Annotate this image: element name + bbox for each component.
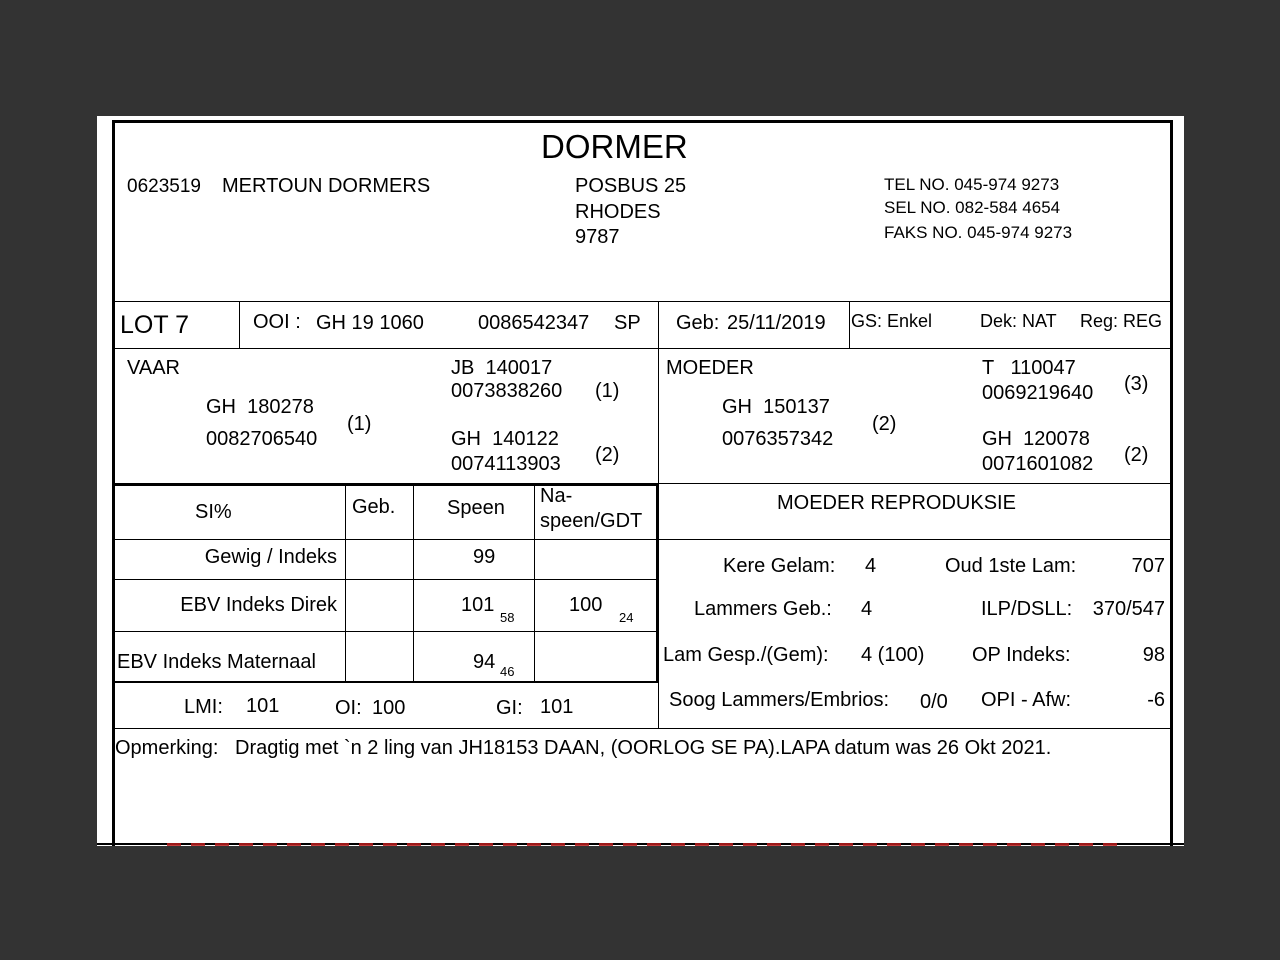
vaar-sire-number: 0073838260	[451, 380, 563, 402]
repro-right-label: Oud 1ste Lam:	[945, 555, 1077, 577]
lot-label: LOT 7	[120, 311, 190, 339]
ooi-number: 0086542347	[478, 312, 590, 334]
repro-title: MOEDER REPRODUKSIE	[777, 492, 1016, 514]
repro-right-value: -6	[1147, 689, 1165, 711]
divider-indices	[115, 728, 1170, 729]
ooi-label: OOI :	[253, 311, 301, 333]
repro-left-value: 4	[865, 555, 877, 577]
repro-left-label: Lam Gesp./(Gem):	[663, 644, 829, 666]
vaar-dam-id: GH 140122	[451, 428, 559, 450]
border-top	[112, 120, 1171, 123]
moeder-sire-mark: (3)	[1124, 373, 1149, 395]
ooi-id: GH 19 1060	[316, 312, 424, 334]
contact-sel: SEL NO. 082-584 4654	[884, 198, 1061, 217]
repro-right-value: 707	[1131, 555, 1165, 577]
ooi-code: SP	[614, 312, 641, 334]
remark-text: Dragtig met `n 2 ling van JH18153 DAAN, (OORLOG SE PA).LAPA datum was 26 Okt 2021.	[235, 737, 1052, 759]
si-row-naspeen-sub: 24	[619, 610, 634, 625]
si-header-naspeen-1: Na-	[540, 485, 573, 507]
moeder-label: MOEDER	[666, 357, 754, 379]
divider-header	[115, 301, 1170, 302]
vaar-label: VAAR	[127, 357, 180, 379]
gs-value: GS: Enkel	[851, 311, 933, 331]
si-table-right	[656, 484, 659, 682]
gi-label: GI:	[496, 697, 523, 719]
repro-right-value: 370/547	[1092, 598, 1165, 620]
divider-lot-v2	[658, 301, 659, 348]
page-title: DORMER	[541, 128, 688, 165]
si-row-label: EBV Indeks Direk	[180, 594, 337, 616]
repro-left-value: 4 (100)	[861, 644, 925, 666]
si-row-speen: 94	[473, 651, 496, 673]
lmi-label: LMI:	[184, 696, 223, 718]
si-table-row1	[115, 539, 658, 540]
gi-value: 101	[540, 696, 574, 718]
si-table-row2	[115, 579, 658, 580]
contact-tel: TEL NO. 045-974 9273	[884, 175, 1060, 194]
si-row-label: EBV Indeks Maternaal	[117, 651, 316, 673]
vaar-mark: (1)	[347, 413, 372, 435]
moeder-id: GH 150137	[722, 396, 830, 418]
divider-lot-v1	[239, 301, 240, 348]
geb-value: 25/11/2019	[727, 312, 826, 334]
vaar-dam-mark: (2)	[595, 444, 620, 466]
lmi-value: 101	[246, 695, 280, 717]
vaar-sire-mark: (1)	[595, 380, 620, 402]
si-row-speen-sub: 58	[500, 610, 515, 625]
oi-value: 100	[372, 697, 406, 719]
repro-right-value: 98	[1142, 644, 1165, 666]
divider-lot-v3	[849, 301, 850, 348]
si-header-geb: Geb.	[352, 496, 396, 518]
repro-left-value: 4	[861, 598, 873, 620]
si-table-col3	[534, 484, 535, 682]
si-table-row3	[115, 631, 658, 632]
si-header-speen: Speen	[447, 497, 505, 519]
si-row-naspeen: 100	[569, 594, 603, 616]
repro-left-label: Soog Lammers/Embrios:	[669, 689, 890, 711]
si-table-top	[115, 484, 658, 486]
si-table-col2	[413, 484, 414, 682]
vaar-number: 0082706540	[206, 428, 318, 450]
si-table-bottom	[115, 681, 658, 683]
si-row-speen: 99	[473, 546, 496, 568]
moeder-number: 0076357342	[722, 428, 834, 450]
moeder-dam-id: GH 120078	[982, 428, 1090, 450]
divider-repro-title	[659, 539, 1170, 540]
repro-left-value: 0/0	[920, 691, 948, 713]
repro-left-label: Kere Gelam:	[723, 555, 836, 577]
reg-value: Reg: REG	[1080, 311, 1163, 331]
vaar-id: GH 180278	[206, 396, 314, 418]
repro-right-label: ILP/DSLL:	[981, 598, 1073, 620]
oi-label: OI:	[335, 697, 362, 719]
moeder-sire-number: 0069219640	[982, 382, 1094, 404]
breeder-name: MERTOUN DORMERS	[222, 175, 431, 197]
moeder-sire-id: T 110047	[982, 357, 1076, 379]
geb-label: Geb:	[676, 312, 720, 334]
lot-card	[97, 116, 1184, 846]
si-header-si: SI%	[195, 501, 232, 523]
repro-right-label: OPI - Afw:	[981, 689, 1072, 711]
si-table-col1	[345, 484, 346, 682]
remark-label: Opmerking:	[115, 737, 219, 759]
moeder-dam-mark: (2)	[1124, 444, 1149, 466]
moeder-dam-number: 0071601082	[982, 453, 1094, 475]
dek-value: Dek: NAT	[980, 311, 1057, 331]
repro-left-label: Lammers Geb.:	[694, 598, 832, 620]
breeder-code: 0623519	[127, 176, 201, 197]
vaar-sire-id: JB 140017	[451, 357, 553, 379]
si-row-speen: 101	[461, 594, 495, 616]
repro-right-label: OP Indeks:	[972, 644, 1071, 666]
address-line-3: 9787	[575, 226, 620, 248]
footer-red-line	[167, 843, 1127, 846]
si-row-speen-sub: 46	[500, 664, 515, 679]
contact-faks: FAKS NO. 045-974 9273	[884, 223, 1073, 242]
divider-lot	[115, 348, 1170, 349]
moeder-mark: (2)	[872, 413, 897, 435]
border-right	[1170, 120, 1173, 846]
si-row-label: Gewig / Indeks	[204, 546, 337, 568]
address-line-2: RHODES	[575, 201, 661, 223]
si-header-naspeen-2: speen/GDT	[540, 510, 643, 532]
address-line-1: POSBUS 25	[575, 175, 687, 197]
vaar-dam-number: 0074113903	[451, 453, 561, 475]
